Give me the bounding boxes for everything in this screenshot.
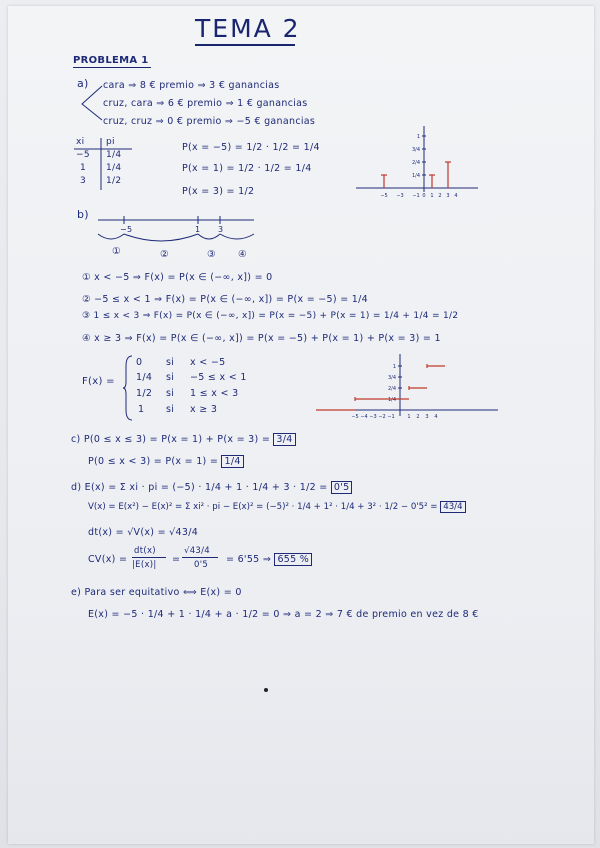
prob-x-1: P(x = 1) = 1/2 · 1/2 = 1/4 — [182, 163, 312, 174]
part-d-text-2: V(x) = E(x²) − E(x)² = Σ xi² · pi − E(x)² = (−5)² · 1/4 + 1² · 1/4 + 3² · 1/2 − 0'5² = — [88, 502, 438, 512]
cv-frac2-bar — [182, 557, 218, 558]
piece-cond: 1 ≤ x < 3 — [190, 388, 239, 399]
cdf-x-tick-label: 2 — [416, 414, 420, 420]
cv-frac1-num: dt(x) — [134, 546, 156, 556]
pmf-y-tick-label: 1 — [416, 134, 420, 140]
cv-frac2-den: 0'5 — [194, 560, 209, 570]
answer-box: 43/4 — [440, 501, 465, 513]
cv-frac2-num: √43/4 — [184, 546, 211, 556]
tree-branches — [78, 84, 104, 124]
cv-eq: = — [172, 554, 181, 565]
region-label: ④ — [238, 249, 247, 260]
pmf-y-tick-label: 1/4 — [411, 173, 420, 179]
piece-cond: x < −5 — [190, 357, 226, 368]
table-lines — [74, 136, 134, 192]
cdf-x-tick-label: −5 — [351, 414, 359, 420]
prob-x-minus5: P(x = −5) = 1/2 · 1/2 = 1/4 — [182, 142, 320, 153]
prob-x-3: P(x = 3) = 1/2 — [182, 186, 255, 197]
pmf-y-tick-label: 2/4 — [411, 160, 420, 166]
cdf-y-tick-label: 1/4 — [387, 397, 396, 403]
notebook-page — [8, 6, 594, 844]
cdf-step-plot — [312, 350, 502, 430]
pmf-x-tick-label: −5 — [380, 193, 388, 199]
piece-si: si — [166, 372, 175, 383]
table-cell: 1 — [80, 163, 87, 173]
cdf-x-tick-label: 1 — [407, 414, 411, 420]
case-3: ③ 1 ≤ x < 3 ⇒ F(x) = P(x ∈ (−∞, x]) = P(x = −5) + P(x = 1) = 1/4 + 1/4 = 1/2 — [82, 311, 459, 321]
answer-box: 0'5 — [331, 481, 353, 494]
part-c-line-1 — [71, 434, 296, 445]
cv-rhs: = 6'55 ⇒ — [226, 554, 272, 565]
case-1: ① x < −5 ⇒ F(x) = P(x ∈ (−∞, x]) = 0 — [82, 272, 273, 283]
part-a-label: a) — [77, 77, 89, 90]
part-c-text-1: c) P(0 ≤ x ≤ 3) = P(x = 1) + P(x = 3) = — [71, 434, 271, 445]
part-d-line-4 — [226, 554, 312, 565]
cdf-y-tick-label: 1 — [392, 364, 396, 370]
cv-frac1-bar — [132, 557, 166, 558]
piece-si: si — [166, 388, 175, 399]
part-e-line-2: E(x) = −5 · 1/4 + 1 · 1/4 + a · 1/2 = 0 ⇒ a = 2 ⇒ 7 € de premio en vez de 8 € — [88, 609, 479, 620]
part-d-line-1 — [71, 482, 352, 493]
part-c-line-2 — [88, 456, 244, 467]
piece-value: 1/2 — [136, 388, 153, 399]
pmf-x-tick-label: −1 — [412, 193, 420, 199]
probability-mass-plot — [352, 122, 482, 206]
answer-box: 655 % — [274, 553, 312, 566]
case-2: ② −5 ≤ x < 1 ⇒ F(x) = P(x ∈ (−∞, x]) = P(x = −5) = 1/4 — [82, 294, 368, 305]
part-b-label: b) — [77, 208, 89, 221]
table-header-xi: xi — [76, 137, 85, 147]
region-label: ① — [112, 246, 121, 257]
pmf-x-tick-label: 1 — [430, 193, 434, 199]
table-cell: 1/4 — [106, 163, 122, 173]
piece-value: 1/4 — [136, 372, 153, 383]
part-d-line-3: dt(x) = √V(x) = √43/4 — [88, 527, 199, 538]
table-cell: 1/2 — [106, 176, 122, 186]
outcome-line-1: cara ⇒ 8 € premio ⇒ 3 € ganancias — [103, 80, 280, 91]
piece-value: 0 — [136, 357, 143, 368]
axis-mark: 3 — [218, 225, 224, 234]
table-header-pi: pi — [106, 137, 115, 147]
page-title: TEMA 2 — [195, 14, 301, 43]
piecewise-label: F(x) = — [82, 376, 115, 387]
axis-mark: −5 — [120, 225, 133, 234]
title-underline — [195, 44, 295, 46]
problem-header-underline — [73, 67, 151, 68]
cdf-y-tick-label: 3/4 — [387, 375, 396, 381]
cdf-x-tick-label: −3 — [369, 414, 377, 420]
ink-dot — [264, 688, 268, 692]
axis-mark: 1 — [195, 225, 201, 234]
region-label: ③ — [207, 249, 216, 260]
piece-si: si — [166, 404, 175, 415]
problem-header: PROBLEMA 1 — [73, 55, 149, 66]
pmf-x-tick-label: 0 — [422, 193, 426, 199]
answer-box: 1/4 — [221, 455, 243, 468]
region-label: ② — [160, 249, 169, 260]
part-d-line-2 — [88, 502, 466, 512]
pmf-y-tick-label: 3/4 — [411, 147, 420, 153]
pmf-x-tick-label: 2 — [438, 193, 442, 199]
cv-lhs: CV(x) = — [88, 554, 128, 565]
pmf-x-tick-label: 3 — [446, 193, 450, 199]
cv-frac1-den: |E(x)| — [132, 560, 157, 570]
cdf-x-tick-label: 4 — [434, 414, 438, 420]
part-e-line-1: e) Para ser equitativo ⟺ E(x) = 0 — [71, 587, 242, 598]
piecewise-brace — [122, 354, 134, 422]
piece-cond: −5 ≤ x < 1 — [190, 372, 247, 383]
cdf-y-tick-label: 2/4 — [387, 386, 396, 392]
cdf-x-tick-label: −1 — [387, 414, 395, 420]
table-cell: 1/4 — [106, 150, 122, 160]
part-c-text-2: P(0 ≤ x < 3) = P(x = 1) = — [88, 456, 219, 467]
pmf-x-tick-label: 4 — [454, 193, 458, 199]
table-cell: −5 — [76, 150, 90, 160]
cdf-x-tick-label: −2 — [378, 414, 386, 420]
answer-box: 3/4 — [273, 433, 295, 446]
cdf-x-tick-label: −4 — [360, 414, 368, 420]
pmf-x-tick-label: −3 — [396, 193, 404, 199]
part-d-text-1: d) E(x) = Σ xi · pi = (−5) · 1/4 + 1 · 1/4 + 3 · 1/2 = — [71, 482, 328, 493]
outcome-line-2: cruz, cara ⇒ 6 € premio ⇒ 1 € ganancias — [103, 98, 308, 109]
piece-cond: x ≥ 3 — [190, 404, 218, 415]
piece-value: 1 — [138, 404, 145, 415]
cdf-x-tick-label: 3 — [425, 414, 429, 420]
table-cell: 3 — [80, 176, 87, 186]
piece-si: si — [166, 357, 175, 368]
case-4: ④ x ≥ 3 ⇒ F(x) = P(x ∈ (−∞, x]) = P(x = −5) + P(x = 1) + P(x = 3) = 1 — [82, 333, 441, 344]
outcome-line-3: cruz, cruz ⇒ 0 € premio ⇒ −5 € ganancias — [103, 116, 316, 127]
